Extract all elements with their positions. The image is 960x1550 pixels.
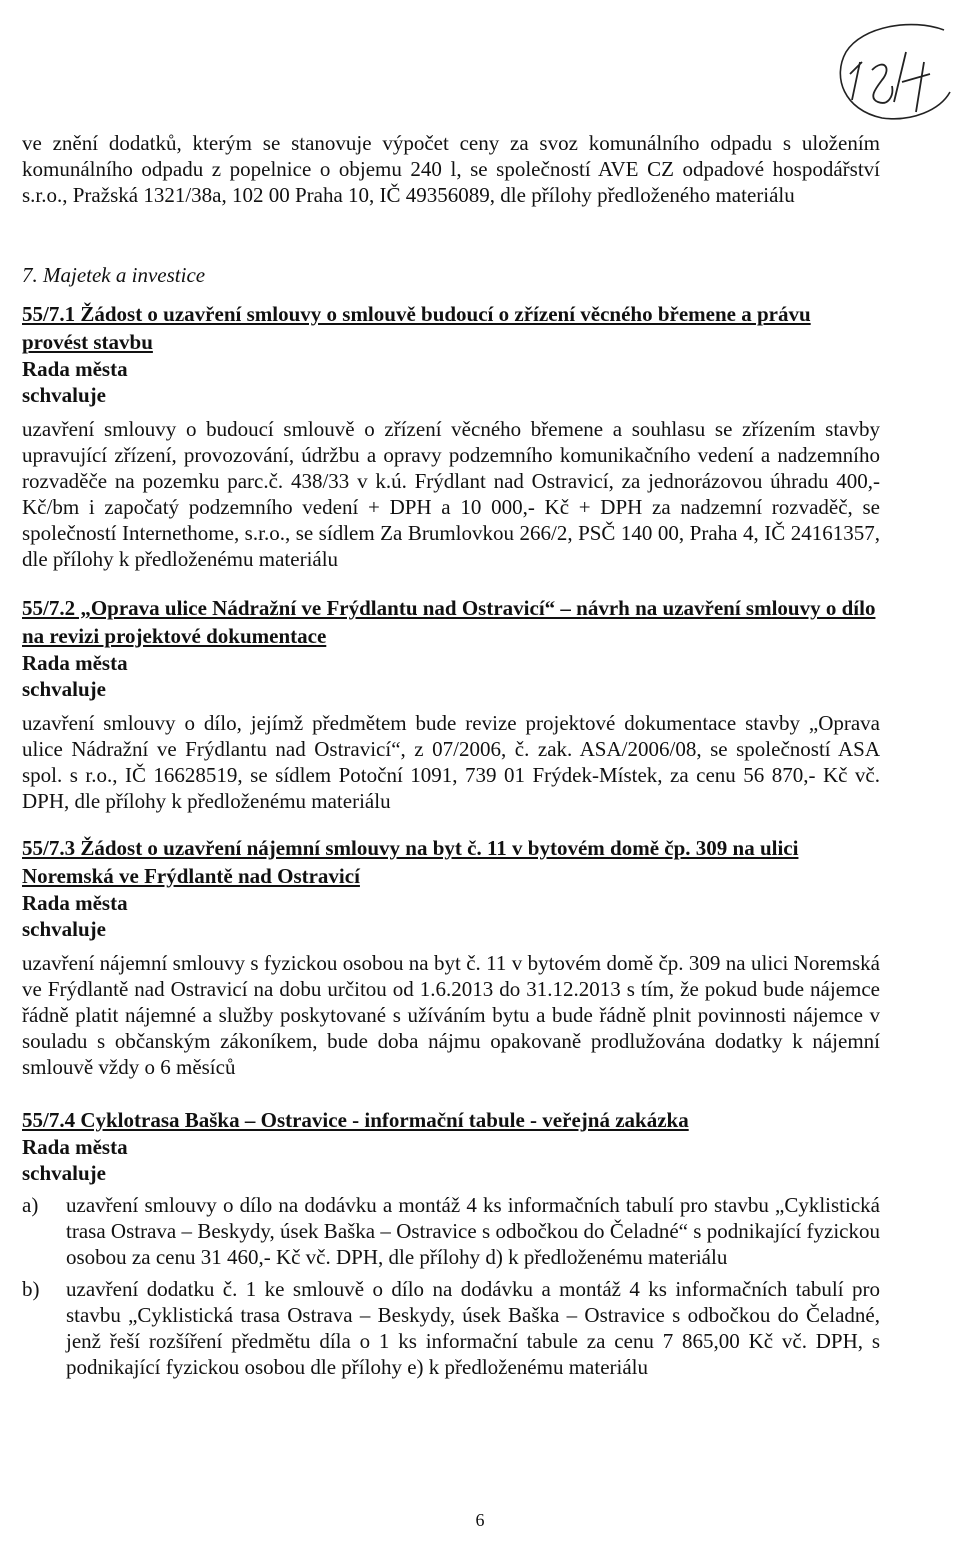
list-item-a	[22, 1192, 880, 1270]
item-text: uzavření smlouvy o dílo, jejímž předmětem bude revize projektové dokumentace stavby „Oprava ulice Nádražní ve Frýdlantu nad Ostravicí“, z 07/2006, č. zak. ASA/2006/08, se společností ASA spol. s r.o., IČ 16628519, se sídlem Potoční 1091, 739 01 Frýdek-Místek, za cenu 56 870,- Kč vč. DPH, dle přílohy k předloženému materiálu	[22, 711, 880, 813]
rada-label: Rada města	[22, 1135, 128, 1159]
resolution-item-1	[22, 300, 880, 572]
intro-paragraph-block	[22, 130, 880, 208]
item-heading: 55/7.4 Cyklotrasa Baška – Ostravice - informační tabule - veřejná zakázka	[22, 1108, 689, 1132]
rada-label: Rada města	[22, 891, 128, 915]
item-heading: 55/7.1 Žádost o uzavření smlouvy o smlouvě budoucí o zřízení věcného břemene a právu provést stavbu	[22, 302, 811, 354]
item-heading: 55/7.2 „Oprava ulice Nádražní ve Frýdlantu nad Ostravicí“ – návrh na uzavření smlouvy o dílo na revizi projektové dokumentace	[22, 596, 876, 648]
schvaluje-label: schvaluje	[22, 917, 106, 941]
handwritten-number-stamp	[832, 22, 954, 122]
item-text: uzavření nájemní smlouvy s fyzickou osobou na byt č. 11 v bytovém domě čp. 309 na ulici Noremská ve Frýdlantě nad Ostravicí na dobu určitou od 1.6.2013 do 31.12.2013 s tím, že pokud bude nájemce řádně platit nájemné a služby poskytované s užíváním bytu a bude řádně plnit povinnosti nájemce v souladu s občanským zákoníkem, bude doba nájmu opakovaně prodlužována dodatky k nájemní smlouvě vždy o 6 měsíců	[22, 951, 880, 1079]
page-number: 6	[475, 1510, 485, 1530]
section-title: 7. Majetek a investice	[22, 263, 206, 287]
list-marker: b)	[22, 1277, 40, 1301]
intro-paragraph: ve znění dodatků, kterým se stanovuje výpočet ceny za svoz komunálního odpadu s uložením komunálního odpadu z popelnice o objemu 240 l, se společností AVE CZ odpadové hospodářství s.r.o., Pražská 1321/38a, 102 00 Praha 10, IČ 49356089, dle přílohy předloženého materiálu	[22, 131, 880, 207]
rada-label: Rada města	[22, 651, 128, 675]
resolution-item-2	[22, 594, 880, 814]
list-item-b	[22, 1276, 880, 1380]
item-text: uzavření smlouvy o budoucí smlouvě o zřízení věcného břemene a souhlasu se zřízením stavby upravující zřízení, provozování, údržbu a opravy podzemního komunikačního vedení a nadzemního rozvaděče na pozemku parc.č. 438/33 v k.ú. Frýdlant nad Ostravicí, za jednorázovou úhradu 400,- Kč/bm i započatý podzemního vedení + DPH a 10 000,- Kč + DPH za nadzemní rozvaděč, se společností Internethome, s.r.o., se sídlem Za Brumlovkou 266/2, PSČ 140 00, Praha 4, IČ 24161357, dle přílohy k předloženému materiálu	[22, 417, 880, 571]
resolution-item-4	[22, 1106, 880, 1380]
rada-label: Rada města	[22, 357, 128, 381]
resolution-item-3	[22, 834, 880, 1080]
list-item-text: uzavření smlouvy o dílo na dodávku a montáž 4 ks informačních tabulí pro stavbu „Cyklistická trasa Ostrava – Beskydy, úsek Baška – Ostravice s odbočkou do Čeladné“ s podnikající fyzickou osobou za cenu 31 460,- Kč vč. DPH, dle přílohy d) k předloženému materiálu	[66, 1193, 880, 1269]
schvaluje-label: schvaluje	[22, 1161, 106, 1185]
list-item-text: uzavření dodatku č. 1 ke smlouvě o dílo na dodávku a montáž 4 ks informačních tabulí pro stavbu „Cyklistická trasa Ostrava – Beskydy, úsek Baška – Ostravice s odbočkou do Čeladné, jenž řeší rozšíření předmětu díla o 1 ks informační tabule za cenu 7 865,00 Kč vč. DPH, s podnikající fyzickou osobou dle přílohy e) k předloženému materiálu	[66, 1277, 880, 1379]
schvaluje-label: schvaluje	[22, 677, 106, 701]
item-heading: 55/7.3 Žádost o uzavření nájemní smlouvy na byt č. 11 v bytovém domě čp. 309 na ulici Noremská ve Frýdlantě nad Ostravicí	[22, 836, 799, 888]
list-marker: a)	[22, 1193, 39, 1217]
schvaluje-label: schvaluje	[22, 383, 106, 407]
section-heading-block	[22, 262, 880, 288]
